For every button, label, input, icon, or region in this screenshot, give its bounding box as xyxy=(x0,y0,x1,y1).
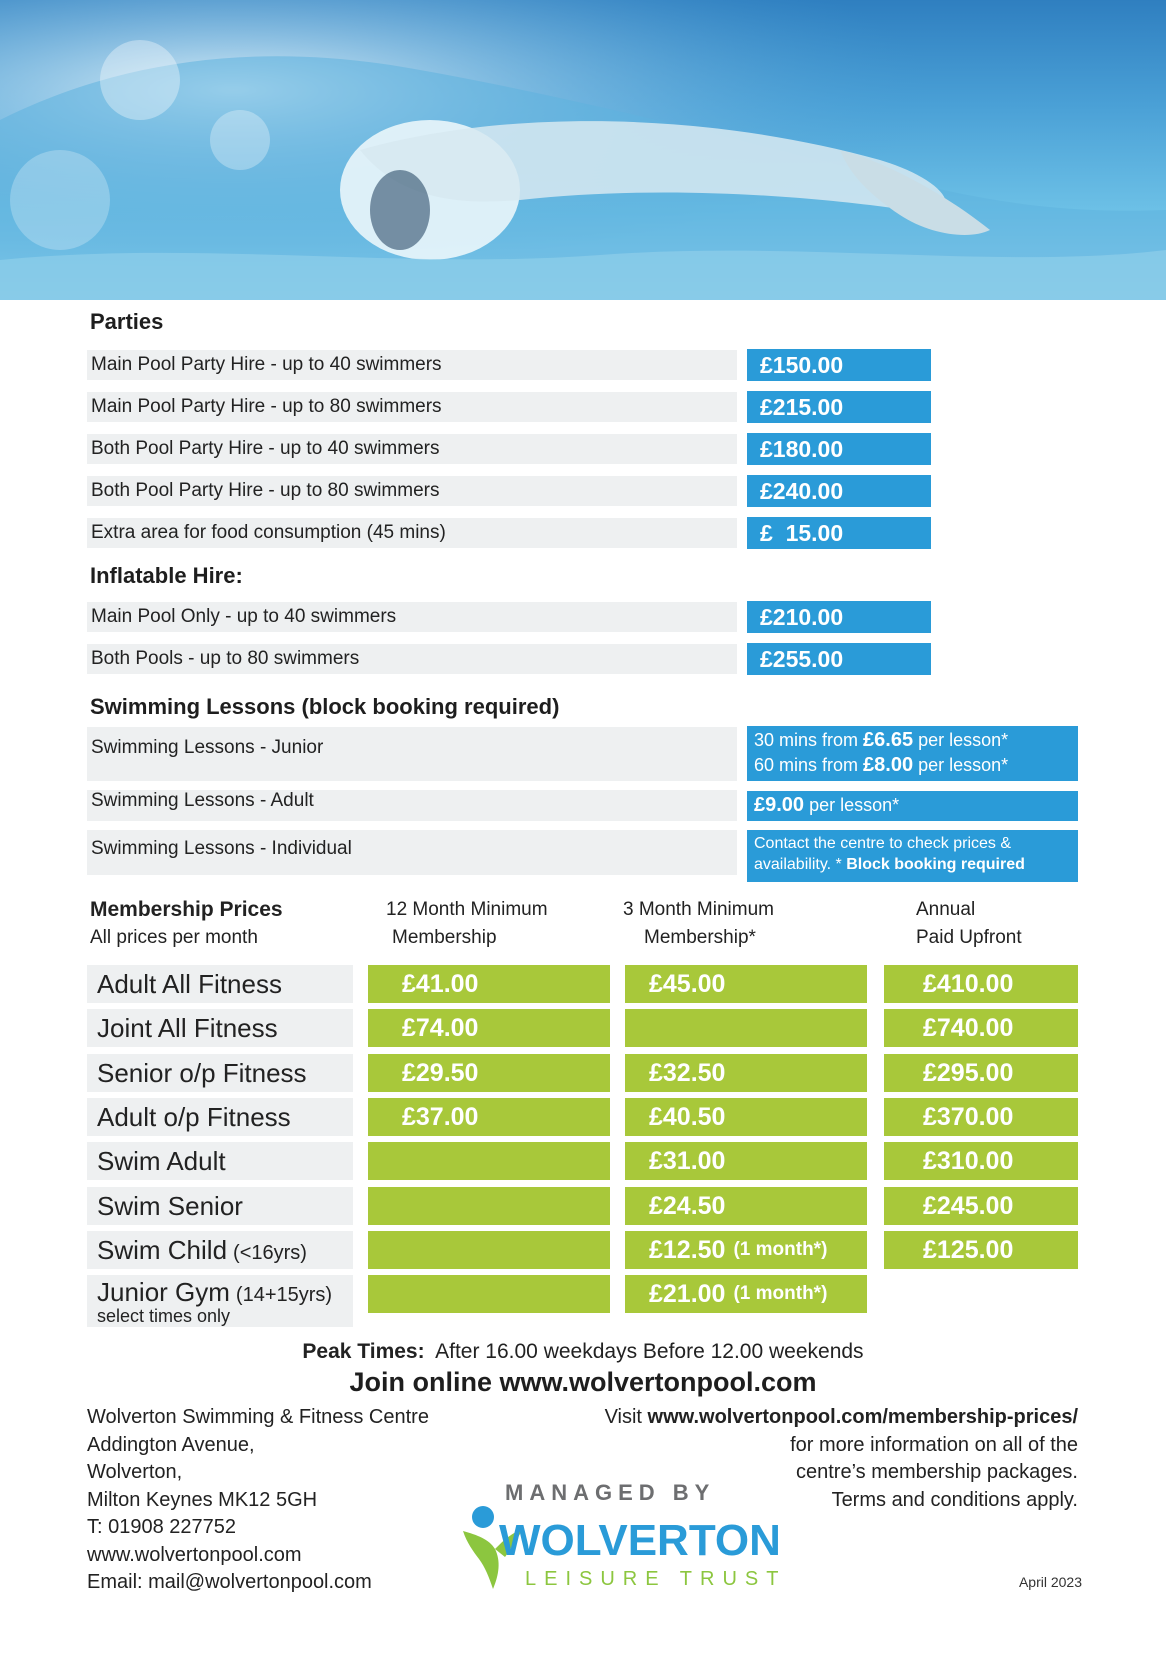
membership-subtitle: All prices per month xyxy=(90,927,258,948)
swimmer-photo xyxy=(0,0,1166,300)
price-annual: £245.00 xyxy=(884,1187,1078,1225)
price-annual: £310.00 xyxy=(884,1142,1078,1180)
membership-title: Membership Prices xyxy=(90,898,283,921)
price-annual: £370.00 xyxy=(884,1098,1078,1136)
logo-name: WOLVERTON xyxy=(499,1516,781,1565)
price-12-month: £37.00 xyxy=(368,1098,610,1136)
party-row-label: Extra area for food consumption (45 mins) xyxy=(87,518,737,548)
price-12-month: £29.50 xyxy=(368,1054,610,1092)
junior-gym-note: select times only xyxy=(97,1306,231,1326)
membership-row-label: Swim Senior xyxy=(87,1187,353,1225)
lesson-individual-label: Swimming Lessons - Individual xyxy=(87,830,737,875)
column-header-3-month: 3 Month Minimum Membership* xyxy=(623,899,774,948)
price-3-month: £32.50 xyxy=(625,1054,867,1092)
price-12-month xyxy=(368,1187,610,1225)
party-row-label: Both Pool Party Hire - up to 40 swimmers xyxy=(87,434,737,464)
lesson-adult-label: Swimming Lessons - Adult xyxy=(87,790,737,821)
membership-row-label: Adult o/p Fitness xyxy=(87,1098,353,1136)
price-annual: £740.00 xyxy=(884,1009,1078,1047)
membership-row-label: Swim Child (<16yrs) xyxy=(87,1231,353,1269)
column-header-annual: Annual Paid Upfront xyxy=(916,899,1022,948)
lesson-individual-info: Contact the centre to check prices & availability. * Block booking required xyxy=(747,830,1078,882)
price-3-month xyxy=(625,1009,867,1047)
price-3-month: £12.50 (1 month*) xyxy=(625,1231,867,1269)
inflatable-row-label: Both Pools - up to 80 swimmers xyxy=(87,644,737,674)
wolverton-figure-logo xyxy=(455,1505,787,1595)
managed-by-label: MANAGED BY xyxy=(505,1480,716,1505)
parties-title: Parties xyxy=(90,309,164,334)
join-online: Join online www.wolvertonpool.com xyxy=(349,1367,817,1397)
price-12-month xyxy=(368,1142,610,1180)
logo-tagline: LEISURE TRUST xyxy=(525,1568,787,1590)
lesson-junior-label: Swimming Lessons - Junior xyxy=(87,727,737,781)
price-annual: £295.00 xyxy=(884,1054,1078,1092)
inflatable-row-label: Main Pool Only - up to 40 swimmers xyxy=(87,602,737,632)
party-row-price: £ 15.00 xyxy=(747,517,931,549)
membership-row-label: Joint All Fitness xyxy=(87,1009,353,1047)
party-row-label: Main Pool Party Hire - up to 40 swimmers xyxy=(87,350,737,380)
wolverton-leisure-trust-logo xyxy=(455,1505,787,1600)
visit-block: Visit www.wolvertonpool.com/membership-prices/ for more information on all of the centre’s membership packages. Terms and conditions apply. xyxy=(604,1406,1078,1511)
price-12-month xyxy=(368,1231,610,1269)
price-12-month: £74.00 xyxy=(368,1009,610,1047)
membership-header xyxy=(90,896,283,952)
peak-times: Peak Times: After 16.00 weekdays Before 12.00 weekends xyxy=(302,1340,864,1363)
membership-row-label: Adult All Fitness xyxy=(87,965,353,1003)
membership-row-label: Swim Adult xyxy=(87,1142,353,1180)
party-row-label: Main Pool Party Hire - up to 80 swimmers xyxy=(87,392,737,422)
inflatable-row-price: £210.00 xyxy=(747,601,931,633)
lesson-adult-price: £9.00 per lesson* xyxy=(747,791,1078,821)
price-annual: £125.00 xyxy=(884,1231,1078,1269)
website-link[interactable]: www.wolvertonpool.com xyxy=(87,1543,302,1566)
price-3-month: £21.00 (1 month*) xyxy=(625,1275,867,1313)
price-3-month: £24.50 xyxy=(625,1187,867,1225)
price-12-month: £41.00 xyxy=(368,965,610,1003)
lesson-junior-price: 30 mins from £6.65 per lesson* 60 mins from £8.00 per lesson* xyxy=(747,726,1078,781)
party-row-price: £240.00 xyxy=(747,475,931,507)
party-row-price: £150.00 xyxy=(747,349,931,381)
column-header-12-month: 12 Month Minimum Membership xyxy=(386,899,548,948)
price-annual: £410.00 xyxy=(884,965,1078,1003)
price-3-month: £40.50 xyxy=(625,1098,867,1136)
inflatable-row-price: £255.00 xyxy=(747,643,931,675)
email-link[interactable]: Email: mail@wolvertonpool.com xyxy=(87,1571,372,1593)
address-block: Wolverton Swimming & Fitness Centre Addington Avenue, Wolverton, Milton Keynes MK12 5GH T: 01908 227752 www.wolvertonpool.com Email: mail@wolvertonpool.com xyxy=(87,1404,429,1597)
price-3-month: £31.00 xyxy=(625,1142,867,1180)
party-row-price: £215.00 xyxy=(747,391,931,423)
price-12-month xyxy=(368,1275,610,1313)
price-3-month: £45.00 xyxy=(625,965,867,1003)
membership-row-label: Junior Gym (14+15yrs) select times only xyxy=(87,1275,353,1327)
membership-prices-link[interactable]: www.wolvertonpool.com/membership-prices/ xyxy=(647,1406,1078,1428)
party-row-label: Both Pool Party Hire - up to 80 swimmers xyxy=(87,476,737,506)
membership-row-label: Senior o/p Fitness xyxy=(87,1054,353,1092)
date-label: April 2023 xyxy=(1018,1574,1082,1590)
party-row-price: £180.00 xyxy=(747,433,931,465)
phone: T: 01908 227752 xyxy=(87,1516,237,1538)
inflatable-title: Inflatable Hire: xyxy=(90,563,243,588)
lessons-title: Swimming Lessons (block booking required) xyxy=(90,694,560,719)
